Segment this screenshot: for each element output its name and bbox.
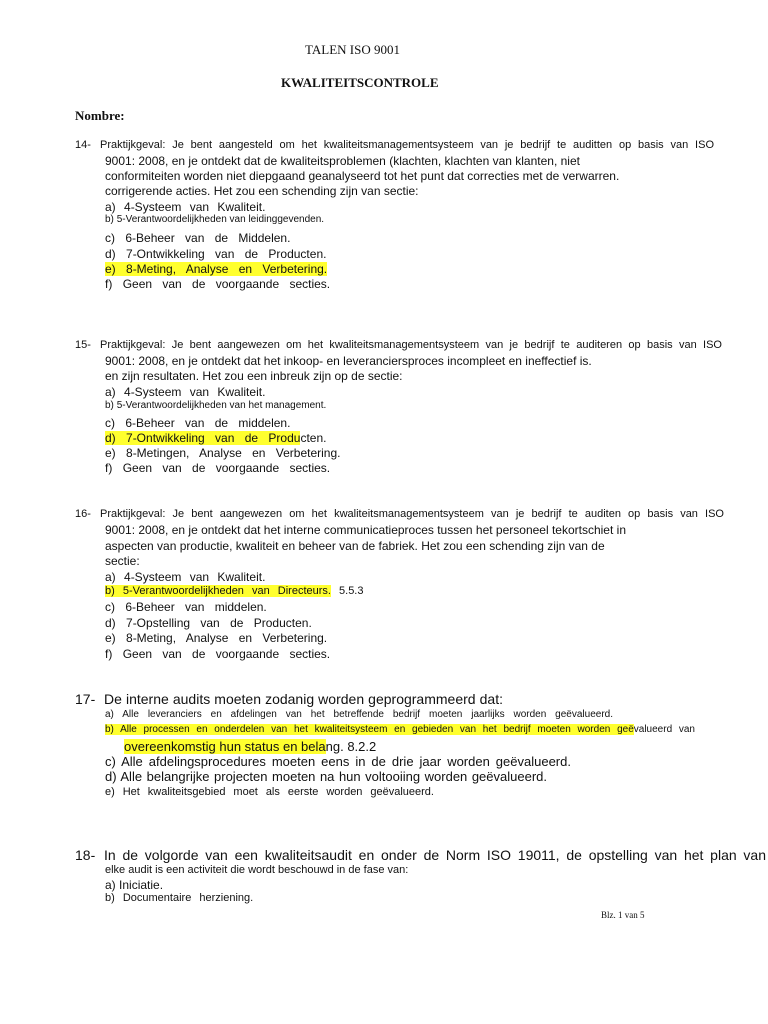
option-d: d) 7-Ontwikkeling van de Producten. xyxy=(105,247,327,261)
highlight-marker: e) 8-Meting, Analyse en Verbetering. xyxy=(105,262,328,276)
option-b: b) 5-Verantwoordelijkheden van leidinggevenden. xyxy=(105,214,325,225)
question-text-line: 9001: 2008, en je ontdekt dat de kwaliteitsproblemen (klachten, klachten van klanten, niet xyxy=(105,154,580,168)
question-number: 18- xyxy=(75,847,96,863)
option-b-continuation: overeenkomstig hun status en belang. 8.2.2 xyxy=(124,739,377,754)
option-b: b) 5-Verantwoordelijkheden van Directeurs. 5.5.3 xyxy=(105,585,364,597)
name-label: Nombre: xyxy=(75,108,125,123)
option-e xyxy=(105,262,327,276)
option-d: d) 7-Ontwikkeling van de Producten. xyxy=(105,431,327,445)
option-f: f) Geen van de voorgaande secties. xyxy=(105,277,331,291)
option-c: c) 6-Beheer van de Middelen. xyxy=(105,231,291,245)
option-c: c) Alle afdelingsprocedures moeten eens in de drie jaar worden geëvalueerd. xyxy=(105,754,571,769)
option-d: d) 7-Opstelling van de Producten. xyxy=(105,616,312,630)
option-c: c) 6-Beheer van middelen. xyxy=(105,600,267,614)
question-number: 16- xyxy=(75,508,91,520)
option-b: b) Documentaire herziening. xyxy=(105,892,254,904)
question-text-line: Praktijkgeval: Je bent aangesteld om het kwaliteitsmanagementsysteem van je bedrijf te auditten op basis van ISO xyxy=(100,139,714,151)
question-number: 15- xyxy=(75,339,91,351)
question-text-line: Praktijkgeval: Je bent aangewezen om het kwaliteitsmanagementsysteem van je bedrijf te auditen op basis van ISO xyxy=(100,508,724,520)
question-text-line: Praktijkgeval: Je bent aangewezen om het kwaliteitsmanagementsysteem van je bedrijf te auditeren op basis van ISO xyxy=(100,339,722,351)
page-number: Blz. 1 van 5 xyxy=(601,910,645,920)
option-f: f) Geen van de voorgaande secties. xyxy=(105,461,331,475)
question-text-line: aspecten van productie, kwaliteit en beheer van de fabriek. Het zou een schending zijn van de xyxy=(105,539,605,553)
document-subtitle: KWALITEITSCONTROLE xyxy=(281,75,439,90)
option-a: a) Iniciatie. xyxy=(105,878,164,892)
question-text-line: en zijn resultaten. Het zou een inbreuk zijn op de sectie: xyxy=(105,369,403,383)
highlight-marker: d) 7-Ontwikkeling van de Produ xyxy=(105,431,301,445)
option-d: d) Alle belangrijke projecten moeten na hun voltooiing worden geëvalueerd. xyxy=(105,769,547,784)
option-b: b) Alle processen en onderdelen van het kwaliteitsysteem en gebieden van het bedrijf moeten worden geëvalueerd van xyxy=(105,724,695,735)
document-title: TALEN ISO 9001 xyxy=(305,42,401,57)
option-c: c) 6-Beheer van de middelen. xyxy=(105,416,291,430)
option-e: e) Het kwaliteitsgebied moet als eerste worden geëvalueerd. xyxy=(105,786,434,798)
question-text-line: In de volgorde van een kwaliteitsaudit en onder de Norm ISO 19011, de opstelling van het plan van xyxy=(104,847,766,863)
option-e: e) 8-Metingen, Analyse en Verbetering. xyxy=(105,446,341,460)
option-b: b) 5-Verantwoordelijkheden van het management. xyxy=(105,400,327,411)
question-number: 14- xyxy=(75,139,91,151)
question-text-line: corrigerende acties. Het zou een schending zijn van sectie: xyxy=(105,184,419,198)
question-text-line: 9001: 2008, en je ontdekt dat het inkoop- en leveranciersproces incompleet en ineffectief is. xyxy=(105,354,592,368)
highlight-marker: overeenkomstig hun status en bela xyxy=(124,739,326,754)
option-f: f) Geen van de voorgaande secties. xyxy=(105,647,331,661)
question-text-line: sectie: xyxy=(105,554,140,568)
question-text-line: 9001: 2008, en je ontdekt dat het interne communicatieproces tussen het personeel tekortschiet in xyxy=(105,523,626,537)
option-a: a) 4-Systeem van Kwaliteit. xyxy=(105,200,266,214)
option-a: a) 4-Systeem van Kwaliteit. xyxy=(105,570,266,584)
question-text-line: elke audit is een activiteit die wordt beschouwd in de fase van: xyxy=(105,864,409,876)
question-text-line: De interne audits moeten zodanig worden geprogrammeerd dat: xyxy=(104,691,503,707)
highlight-marker: b) Alle processen en onderdelen van het kwaliteitsysteem en gebieden van het bedrijf moeten worden geë xyxy=(105,724,634,735)
question-text-line: conformiteiten worden niet diepgaand geanalyseerd tot het punt dat correcties met de verwarren. xyxy=(105,169,620,183)
question-number: 17- xyxy=(75,691,96,707)
option-a: a) Alle leveranciers en afdelingen van het betreffende bedrijf moeten jaarlijks worden geëvalueerd. xyxy=(105,709,613,720)
option-a: a) 4-Systeem van Kwaliteit. xyxy=(105,385,266,399)
highlight-marker: b) 5-Verantwoordelijkheden van Directeurs. xyxy=(105,585,331,597)
option-e: e) 8-Meting, Analyse en Verbetering. xyxy=(105,631,328,645)
